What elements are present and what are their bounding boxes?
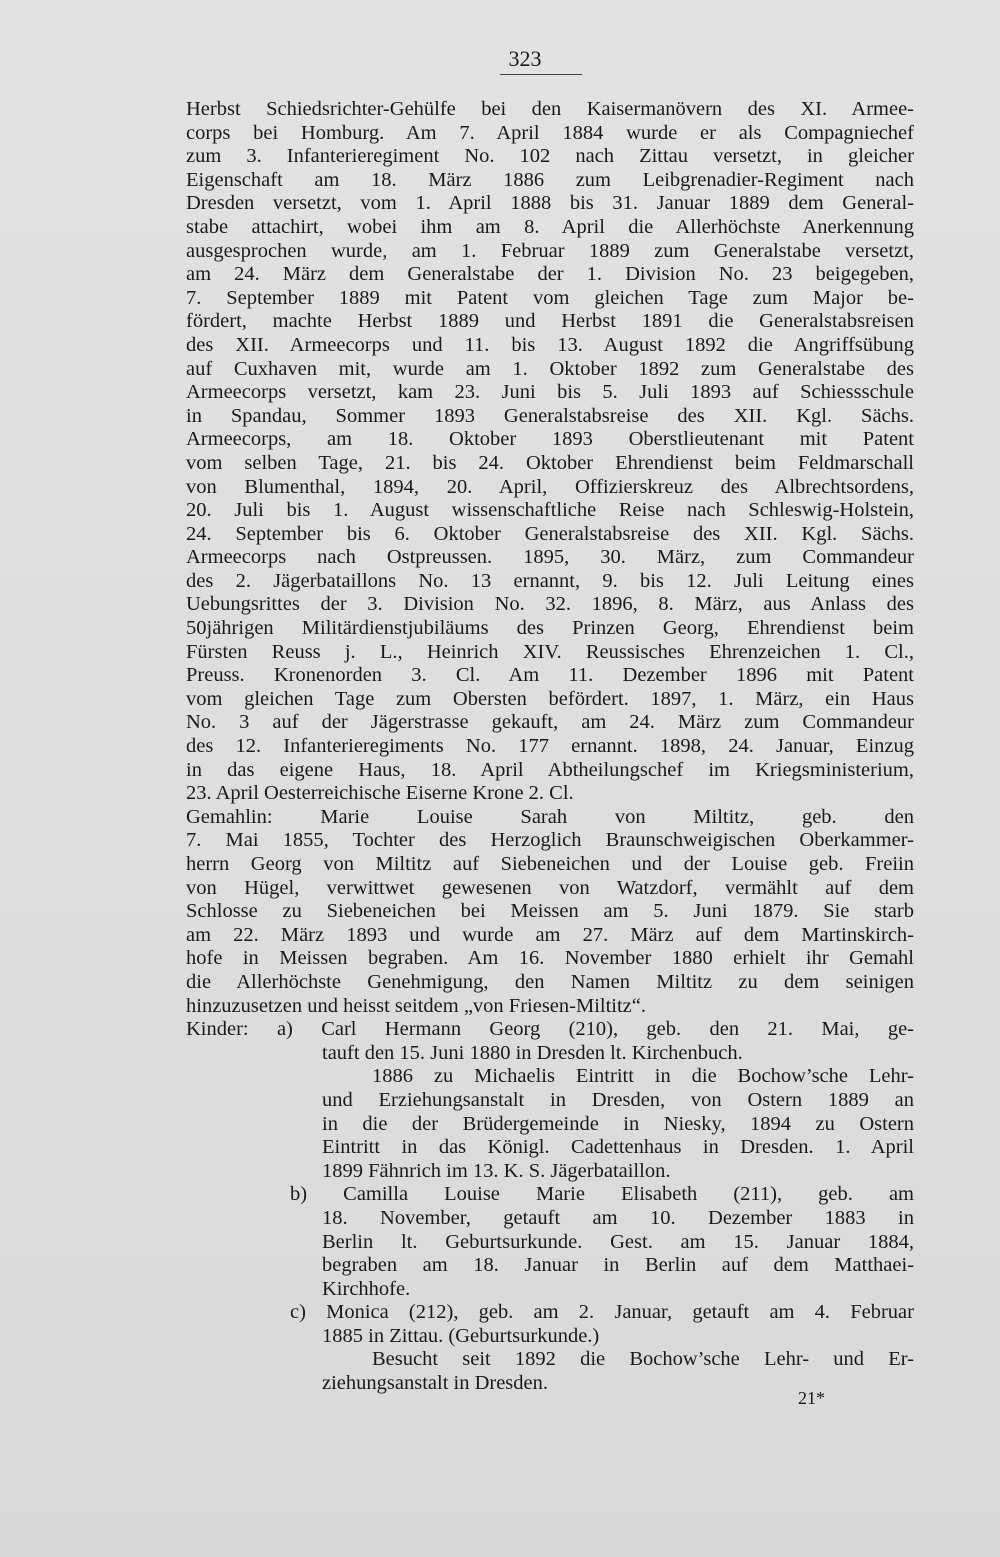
text-line: begraben am 18. Januar in Berlin auf dem Matthaei- bbox=[322, 1254, 914, 1277]
text-line: 7. September 1889 mit Patent vom gleichen Tage zum Major be- bbox=[186, 286, 914, 309]
text-line: Gemahlin: Marie Louise Sarah von Miltitz, geb. den bbox=[186, 805, 914, 828]
text-line: 24. September bis 6. Oktober Generalstabsreise des XII. Kgl. Sächs. bbox=[186, 522, 914, 545]
text-line: 23. April Oesterreichische Eiserne Krone 2. Cl. bbox=[186, 782, 574, 805]
text-line: Preuss. Kronenorden 3. Cl. Am 11. Dezember 1896 mit Patent bbox=[186, 664, 914, 687]
text-line: auf Cuxhaven mit, wurde am 1. Oktober 1892 zum Generalstabe des bbox=[186, 357, 914, 380]
text-line: 1899 Fähnrich im 13. K. S. Jägerbataillon. bbox=[322, 1159, 671, 1182]
text-line: in die der Brüdergemeinde in Niesky, 1894 zu Ostern bbox=[322, 1112, 914, 1135]
text-line: Armeecorps, am 18. Oktober 1893 Oberstlieutenant mit Patent bbox=[186, 428, 914, 451]
signature-mark: 21* bbox=[798, 1388, 825, 1408]
text-line: des 2. Jägerbataillons No. 13 ernannt, 9. bis 12. Juli Leitung eines bbox=[186, 569, 914, 592]
text-line: des XII. Armeecorps und 11. bis 13. August 1892 die Angriffsübung bbox=[186, 333, 914, 356]
text-line: Schlosse zu Siebeneichen bei Meissen am 5. Juni 1879. Sie starb bbox=[186, 900, 914, 923]
text-line: des 12. Infanterieregiments No. 177 ernannt. 1898, 24. Januar, Einzug bbox=[186, 735, 914, 758]
text-line: 18. November, getauft am 10. Dezember 1883 in bbox=[322, 1206, 914, 1229]
text-line: in das eigene Haus, 18. April Abtheilungschef im Kriegsministerium, bbox=[186, 758, 914, 781]
text-line: am 24. März dem Generalstabe der 1. Division No. 23 beigegeben, bbox=[186, 263, 914, 286]
text-line: Herbst Schiedsrichter-Gehülfe bei den Kaisermanövern des XI. Armee- bbox=[186, 98, 914, 120]
text-line: No. 3 auf der Jägerstrasse gekauft, am 24. März zum Commandeur bbox=[186, 711, 914, 734]
text-line: Eintritt in das Königl. Cadettenhaus in Dresden. 1. April bbox=[322, 1136, 914, 1159]
text-line: und Erziehungsanstalt in Dresden, von Ostern 1889 an bbox=[322, 1088, 914, 1111]
text-line: 7. Mai 1855, Tochter des Herzoglich Braunschweigischen Oberkammer- bbox=[186, 829, 914, 852]
text-line: vom gleichen Tage zum Obersten befördert. 1897, 1. März, ein Haus bbox=[186, 687, 914, 710]
header-rule bbox=[500, 74, 582, 75]
text-line: am 22. März 1893 und wurde am 27. März auf dem Martinskirch- bbox=[186, 923, 914, 946]
page-number: 323 bbox=[508, 46, 542, 71]
text-line: Fürsten Reuss j. L., Heinrich XIV. Reussisches Ehrenzeichen 1. Cl., bbox=[186, 640, 914, 663]
text-line: Berlin lt. Geburtsurkunde. Gest. am 15. Januar 1884, bbox=[322, 1230, 914, 1253]
text-line: Eigenschaft am 18. März 1886 zum Leibgrenadier-Regiment nach bbox=[186, 168, 914, 191]
text-line: tauft den 15. Juni 1880 in Dresden lt. Kirchenbuch. bbox=[322, 1041, 743, 1064]
children-list bbox=[186, 1018, 914, 1396]
text-line: Armeecorps versetzt, kam 23. Juni bis 5. Juli 1893 auf Schiessschule bbox=[186, 381, 914, 404]
text-line: zum 3. Infanterieregiment No. 102 nach Zittau versetzt, in gleicher bbox=[186, 145, 914, 168]
text-line: ausgesprochen wurde, am 1. Februar 1889 zum Generalstabe versetzt, bbox=[186, 239, 914, 262]
text-line: Besucht seit 1892 die Bochow’sche Lehr- und Er- bbox=[372, 1348, 914, 1371]
body-text bbox=[186, 98, 914, 1396]
text-line: hinzuzusetzen und heisst seitdem „von Friesen-Miltitz“. bbox=[186, 994, 646, 1017]
text-line: vom selben Tage, 21. bis 24. Oktober Ehrendienst beim Feldmarschall bbox=[186, 451, 914, 474]
text-line: 50jährigen Militärdienstjubiläums des Prinzen Georg, Ehrendienst beim bbox=[186, 617, 914, 640]
text-line: Kirchhofe. bbox=[322, 1277, 411, 1300]
text-line: 1886 zu Michaelis Eintritt in die Bochow’sche Lehr- bbox=[372, 1065, 914, 1088]
text-line: hofe in Meissen begraben. Am 16. November 1880 erhielt ihr Gemahl bbox=[186, 947, 914, 970]
text-line: stabe attachirt, wobei ihm am 8. April die Allerhöchste Anerkennung bbox=[186, 215, 914, 238]
text-line: von Blumenthal, 1894, 20. April, Offizierskreuz des Albrechtsordens, bbox=[186, 475, 914, 498]
paragraph-career bbox=[186, 98, 914, 806]
text-line: herrn Georg von Miltitz auf Siebeneichen und der Louise geb. Freiin bbox=[186, 853, 914, 875]
text-line: von Hügel, verwittwet gewesenen von Watzdorf, vermählt auf dem bbox=[186, 876, 914, 899]
text-line: b) Camilla Louise Marie Elisabeth (211), geb. am bbox=[290, 1183, 914, 1206]
text-line: 1885 in Zittau. (Geburtsurkunde.) bbox=[322, 1324, 600, 1347]
text-line: in Spandau, Sommer 1893 Generalstabsreise des XII. Kgl. Sächs. bbox=[186, 404, 914, 427]
text-line: c) Monica (212), geb. am 2. Januar, getauft am 4. Februar bbox=[290, 1301, 914, 1324]
text-line: die Allerhöchste Genehmigung, den Namen Miltitz zu dem seinigen bbox=[186, 970, 914, 993]
paragraph-spouse bbox=[186, 806, 914, 1018]
text-line: corps bei Homburg. Am 7. April 1884 wurde er als Compagniechef bbox=[186, 121, 914, 144]
text-line: Armeecorps nach Ostpreussen. 1895, 30. März, zum Commandeur bbox=[186, 546, 914, 569]
text-line: Kinder: a) Carl Hermann Georg (210), geb. den 21. Mai, ge- bbox=[186, 1018, 914, 1041]
text-line: 20. Juli bis 1. August wissenschaftliche Reise nach Schleswig-Holstein, bbox=[186, 499, 914, 522]
text-line: Dresden versetzt, vom 1. April 1888 bis 31. Januar 1889 dem General- bbox=[186, 192, 914, 215]
text-line: ziehungsanstalt in Dresden. bbox=[322, 1372, 549, 1395]
text-line: Uebungsrittes der 3. Division No. 32. 1896, 8. März, aus Anlass des bbox=[186, 593, 914, 616]
text-line: fördert, machte Herbst 1889 und Herbst 1891 die Generalstabsreisen bbox=[186, 310, 914, 333]
